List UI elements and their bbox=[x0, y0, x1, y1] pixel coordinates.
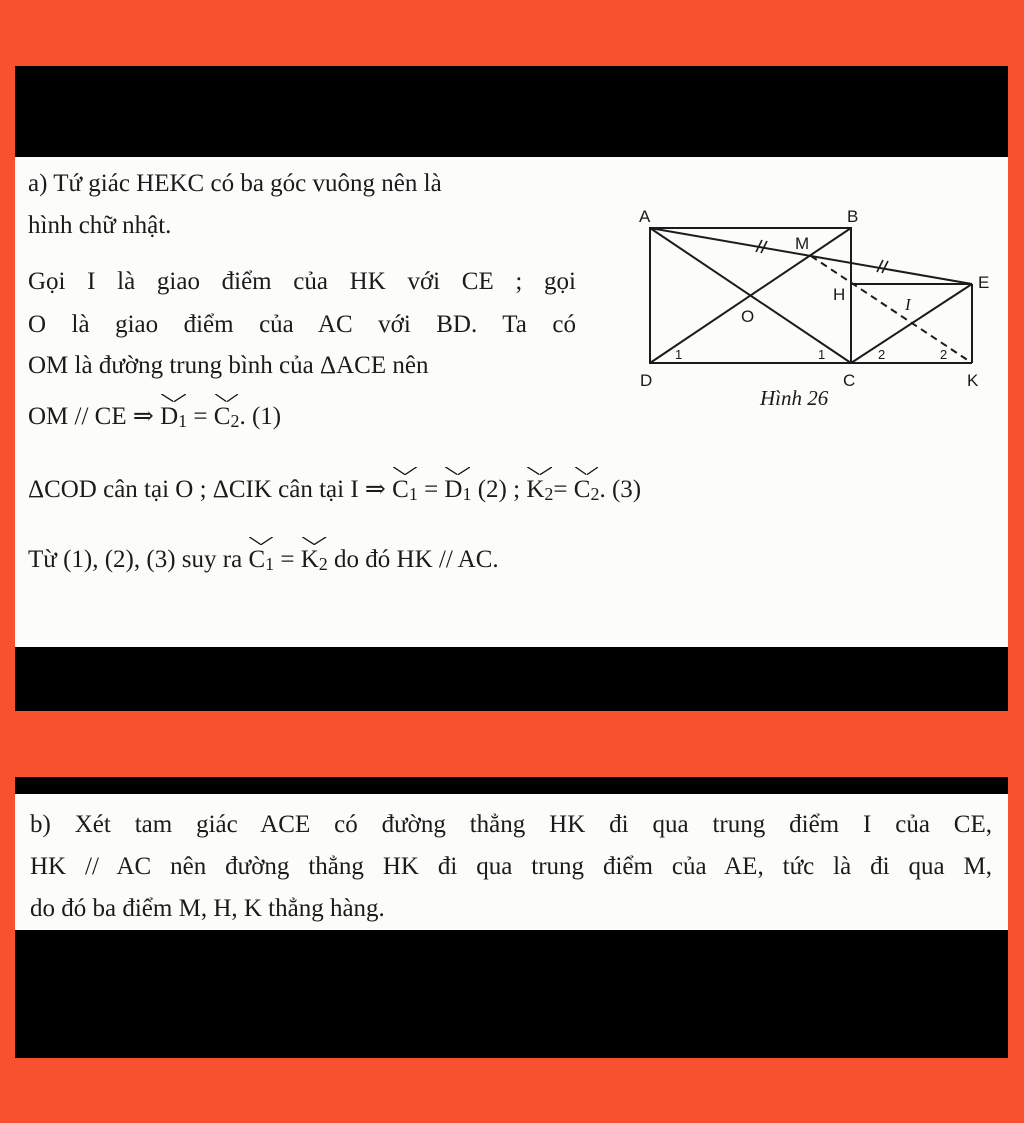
label-o: O bbox=[741, 307, 755, 326]
angle-mark-d1: 1 bbox=[675, 347, 683, 362]
line-5-tail: nên bbox=[392, 352, 429, 379]
part-b-line-2: HK // AC nên đường thẳng HK đi qua trung điểm của AE, tức là đi qua M, bbox=[30, 853, 992, 880]
label-c: C bbox=[843, 371, 856, 390]
angle-k2: $K_2$ bbox=[526, 472, 553, 507]
angle-c2-2: $C_2$ bbox=[574, 472, 600, 507]
label-k: K bbox=[967, 371, 979, 390]
label-d: D bbox=[640, 371, 653, 390]
triangle-ace: ΔACE bbox=[320, 352, 387, 379]
equation-2 bbox=[28, 472, 641, 507]
tick-me-1 bbox=[877, 260, 883, 272]
eq2-equals-2: = bbox=[553, 476, 568, 503]
tick-me-2 bbox=[882, 261, 888, 273]
eq2-equals: = bbox=[424, 476, 439, 503]
part-a-line-3: Gọi I là giao điểm của HK với CE ; gọi bbox=[28, 268, 576, 295]
part-a-line-4: O là giao điểm của AC với BD. Ta có bbox=[28, 311, 576, 338]
solution-card-a bbox=[15, 66, 1008, 711]
label-h: H bbox=[833, 285, 846, 304]
eq1-lhs: OM // CE ⇒ bbox=[28, 403, 154, 430]
dashed-mk bbox=[811, 256, 972, 363]
part-a-line-5 bbox=[28, 348, 428, 383]
part-b-line-1: b) Xét tam giác ACE có đường thẳng HK đi qua trung điểm I của CE, bbox=[30, 811, 992, 838]
equation-3 bbox=[28, 542, 499, 577]
angle-c1-3: $C_1$ bbox=[248, 542, 274, 577]
part-b-line-3: do đó ba điểm M, H, K thẳng hàng. bbox=[30, 895, 385, 922]
geometry-figure bbox=[620, 170, 990, 390]
angle-d1-2: $D_1$ bbox=[444, 472, 471, 507]
label-a: A bbox=[639, 207, 651, 226]
part-a-line-2: hình chữ nhật. bbox=[28, 212, 172, 239]
eq2-mid: (2) ; bbox=[477, 476, 521, 503]
angle-mark-k2: 2 bbox=[940, 347, 948, 362]
label-b: B bbox=[847, 207, 859, 226]
eq3-equals: = bbox=[280, 546, 295, 573]
part-a-line-1: a) Tứ giác HEKC có ba góc vuông nên là bbox=[28, 170, 442, 197]
angle-c2: $C_2$ bbox=[214, 399, 240, 434]
eq3-pre: Từ (1), (2), (3) suy ra bbox=[28, 546, 243, 573]
angle-k2-3: $K_2$ bbox=[301, 542, 328, 577]
eq3-tail: do đó HK // AC. bbox=[334, 546, 499, 573]
angle-mark-c1: 1 bbox=[818, 347, 826, 362]
line-5-text: OM là đường trung bình của bbox=[28, 352, 314, 379]
angle-c1: $C_1$ bbox=[392, 472, 418, 507]
figure-caption: Hình 26 bbox=[760, 386, 829, 410]
eq2-pre: ΔCOD cân tại O ; ΔCIK cân tại I ⇒ bbox=[28, 476, 386, 503]
label-i: I bbox=[905, 295, 911, 314]
eq2-tail: . (3) bbox=[599, 476, 642, 503]
angle-d1: $D_1$ bbox=[160, 399, 187, 434]
equation-1 bbox=[28, 399, 281, 434]
label-e: E bbox=[978, 273, 990, 292]
angle-mark-c2: 2 bbox=[878, 347, 886, 362]
label-m: M bbox=[795, 234, 810, 253]
eq1-equals: = bbox=[193, 403, 208, 430]
eq1-tail: . (1) bbox=[239, 403, 282, 430]
